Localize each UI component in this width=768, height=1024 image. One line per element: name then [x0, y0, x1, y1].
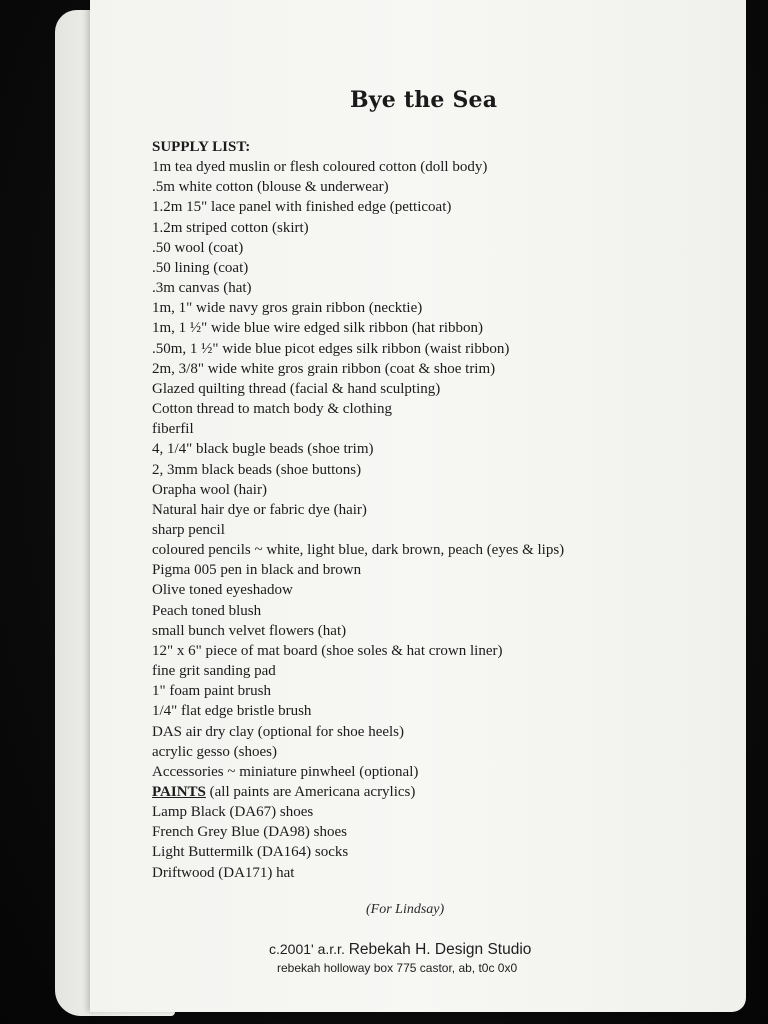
supply-item: .3m canvas (hat) — [152, 280, 252, 297]
supply-item: Olive toned eyeshadow — [152, 582, 293, 599]
supply-item: acrylic gesso (shoes) — [152, 743, 277, 760]
paint-item: Lamp Black (DA67) shoes — [152, 804, 314, 821]
supply-item: small bunch velvet flowers (hat) — [152, 622, 347, 639]
supply-item: coloured pencils ~ white, light blue, dark brown, peach (eyes & lips) — [152, 542, 565, 559]
paints-heading: PAINTS — [152, 784, 206, 800]
paint-item: Driftwood (DA171) hat — [152, 864, 295, 881]
paint-item: Light Buttermilk (DA164) socks — [152, 844, 349, 861]
document-page — [90, 0, 746, 1012]
supply-item: 4, 1/4" black bugle beads (shoe trim) — [152, 441, 374, 458]
supply-item: 1.2m 15" lace panel with finished edge (petticoat) — [152, 199, 452, 216]
supply-list-heading: SUPPLY LIST: — [152, 139, 251, 155]
paints-note: (all paints are Americana acrylics) — [205, 784, 416, 800]
supply-item: Orapha wool (hair) — [152, 481, 267, 498]
supply-item: 1m tea dyed muslin or flesh coloured cotton (doll body) — [152, 159, 488, 176]
supply-item: sharp pencil — [152, 521, 225, 538]
studio-name: Rebekah H. Design Studio — [348, 941, 532, 958]
supply-item: .50 lining (coat) — [152, 259, 249, 276]
supply-item: 1m, 1 ½" wide blue wire edged silk ribbon (hat ribbon) — [152, 320, 484, 337]
paint-item: French Grey Blue (DA98) shoes — [152, 824, 347, 841]
paints-line — [152, 782, 732, 802]
supply-item: DAS air dry clay (optional for shoe heels) — [152, 723, 405, 740]
supply-item: fine grit sanding pad — [152, 663, 276, 680]
supply-item: Natural hair dye or fabric dye (hair) — [152, 501, 367, 518]
supply-item: Peach toned blush — [152, 602, 262, 619]
supply-item: Accessories ~ miniature pinwheel (optional) — [152, 763, 419, 780]
page-title: Bye the Sea — [350, 87, 498, 113]
supply-item: 1m, 1" wide navy gros grain ribbon (necktie) — [152, 300, 423, 317]
supply-item: .50m, 1 ½" wide blue picot edges silk ribbon (waist ribbon) — [152, 340, 510, 357]
supply-item: Pigma 005 pen in black and brown — [152, 562, 362, 579]
supply-item: 2m, 3/8" wide white gros grain ribbon (coat & shoe trim) — [152, 360, 496, 377]
dedication: (For Lindsay) — [366, 902, 445, 917]
supply-item: 2, 3mm black beads (shoe buttons) — [152, 461, 362, 478]
supply-item: Glazed quilting thread (facial & hand sculpting) — [152, 380, 441, 397]
supply-item: .50 wool (coat) — [152, 239, 244, 256]
copyright-line — [269, 941, 531, 959]
supply-list — [152, 137, 732, 883]
supply-item: fiberfil — [152, 421, 194, 438]
supply-item: 1" foam paint brush — [152, 683, 272, 700]
studio-address: rebekah holloway box 775 castor, ab, t0c 0x0 — [277, 961, 518, 975]
copyright-prefix: c.2001' a.r.r. — [269, 941, 349, 957]
supply-item: .5m white cotton (blouse & underwear) — [152, 179, 389, 196]
supply-item: Cotton thread to match body & clothing — [152, 401, 392, 418]
supply-item: 1/4" flat edge bristle brush — [152, 703, 312, 720]
supply-item: 1.2m striped cotton (skirt) — [152, 219, 309, 236]
supply-item: 12" x 6" piece of mat board (shoe soles & hat crown liner) — [152, 642, 503, 659]
